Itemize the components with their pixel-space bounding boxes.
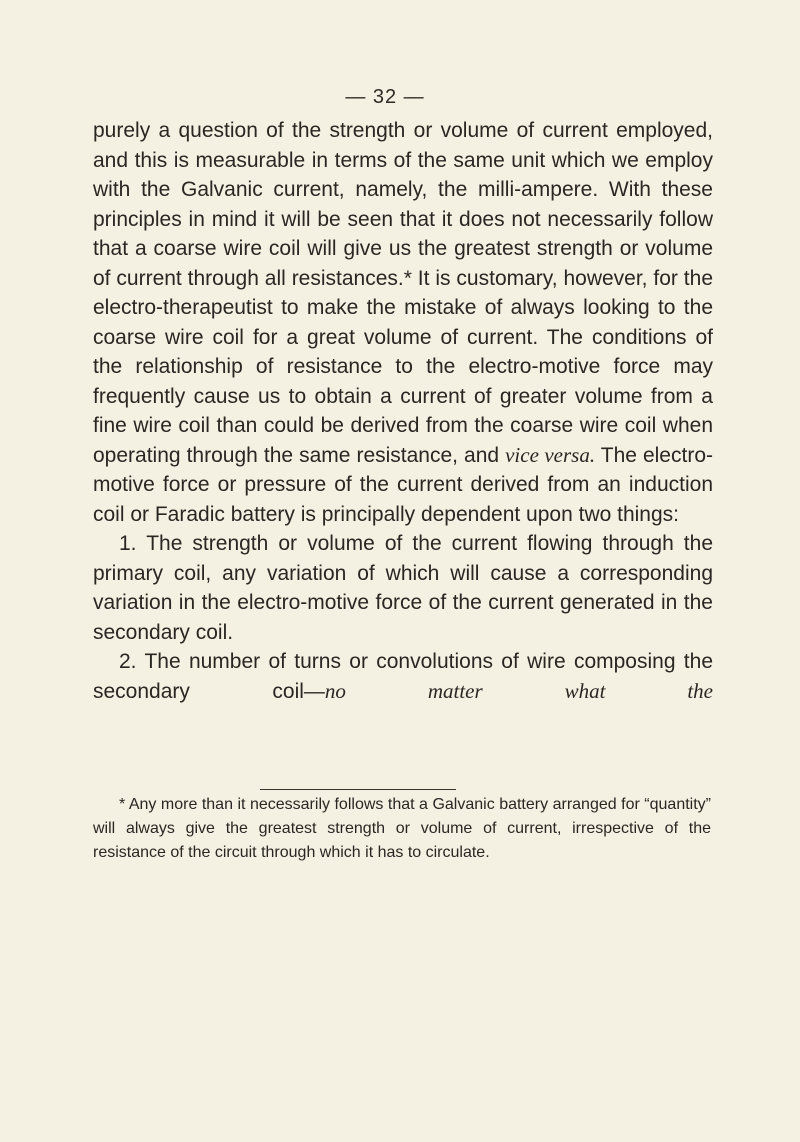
paragraph-1-text: purely a question of the strength or volume of current employed, and this is measurable in terms of the same unit which we employ with the Galvanic current, namely, the milli-ampere. With these principles in mind it will be seen that it does not necessarily follow that a coarse wire coil will give us the greatest strength or volume of current through all resistances.* It is customary, however, for the electro-therapeutist to make the mistake of always looking to the coarse wire coil for a great volume of current. The conditions of the relationship of resistance to the electro-motive force may frequently cause us to obtain a current of greater volume from a fine wire coil than could be derived from the coarse wire coil when operating through the same resistance, and bbox=[93, 119, 713, 467]
footnote-divider bbox=[260, 789, 456, 790]
footnote bbox=[93, 793, 711, 865]
paragraph-1 bbox=[93, 116, 713, 529]
paragraph-1-tail: The electro-motive force or pressure of the current derived from an induction coil or Faradic battery is principally dependent upon two things: bbox=[93, 443, 713, 526]
list-item-2-italic: no matter what the bbox=[324, 678, 713, 703]
list-item-2-text: 2. The number of turns or convolutions of wire composing the secondary coil— bbox=[93, 650, 713, 703]
list-item-2 bbox=[93, 647, 713, 706]
page-number: — 32 — bbox=[345, 86, 425, 108]
main-text bbox=[93, 116, 713, 706]
paragraph-1-italic: vice versa. bbox=[505, 442, 596, 467]
list-item-1: 1. The strength or volume of the current flowing through the primary coil, any variation of which will cause a corresponding variation in the electro-motive force of the current generated in the secondary coil. bbox=[93, 532, 713, 644]
footnote-text: * Any more than it necessarily follows that a Galvanic battery arranged for “quantity” will always give the greatest strength or volume of current, irrespective of the resistance of the circuit through which it has to circulate. bbox=[93, 796, 711, 861]
